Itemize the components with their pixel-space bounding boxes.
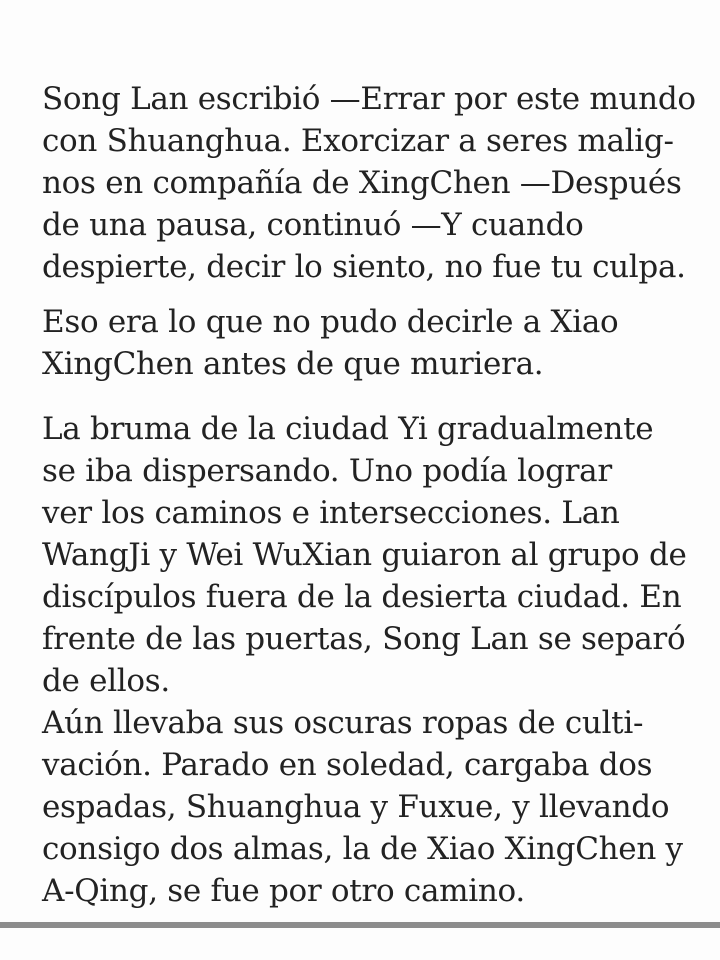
- text-line: vación. Parado en soledad, cargaba dos: [42, 747, 653, 783]
- text-line: discípulos fuera de la desierta ciudad. En: [42, 579, 682, 615]
- text-line: Eso era lo que no pudo decirle a Xiao: [42, 304, 619, 340]
- text-line: se iba dispersando. Uno podía lograr: [42, 453, 612, 489]
- text-line: WangJi y Wei WuXian guiaron al grupo de: [42, 537, 687, 573]
- progress-divider: [0, 922, 720, 928]
- paragraph: [42, 301, 682, 385]
- text-line: despierte, decir lo siento, no fue tu culpa.: [42, 249, 686, 285]
- text-line: A-Qing, se fue por otro camino.: [42, 873, 525, 909]
- text-line: espadas, Shuanghua y Fuxue, y llevando: [42, 789, 670, 825]
- text-line: frente de las puertas, Song Lan se separó: [42, 621, 686, 657]
- text-line: con Shuanghua. Exorcizar a seres malig-: [42, 123, 674, 159]
- paragraph: [42, 78, 696, 288]
- text-line: Song Lan escribió —Errar por este mundo: [42, 81, 696, 117]
- text-line: nos en compañía de XingChen —Después: [42, 165, 682, 201]
- text-line: ver los caminos e intersecciones. Lan: [42, 495, 620, 531]
- text-line: de una pausa, continuó —Y cuando: [42, 207, 584, 243]
- text-line: La bruma de la ciudad Yi gradualmente: [42, 411, 654, 447]
- text-line: consigo dos almas, la de Xiao XingChen y: [42, 831, 683, 867]
- text-line: XingChen antes de que muriera.: [42, 346, 544, 382]
- text-line: de ellos.: [42, 663, 170, 699]
- text-line: Aún llevaba sus oscuras ropas de culti-: [42, 705, 644, 741]
- paragraph: [42, 408, 687, 912]
- page-text-block: [42, 78, 696, 912]
